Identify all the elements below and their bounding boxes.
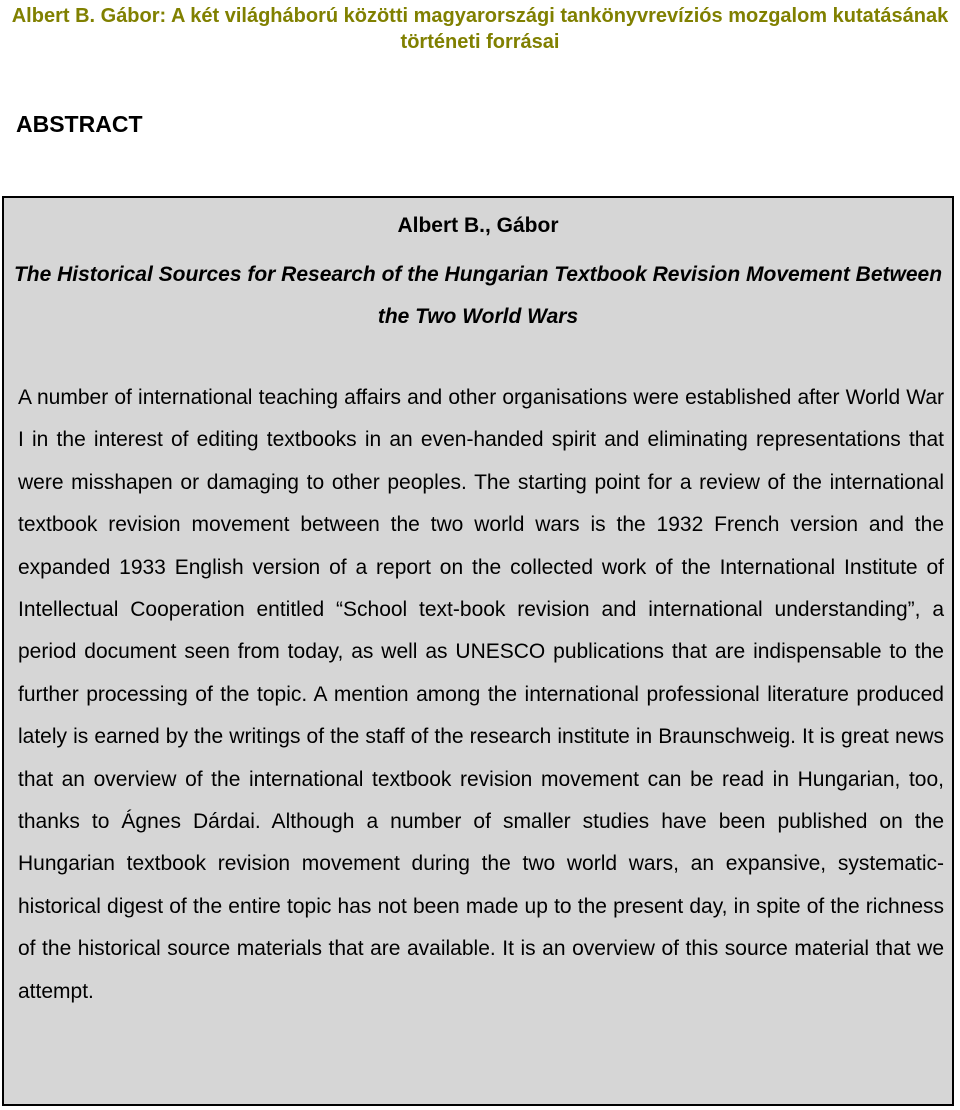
abstract-author: Albert B., Gábor	[397, 214, 559, 237]
abstract-title: The Historical Sources for Research of the Hungarian Textbook Revision Movement Between the Two World Wars	[13, 263, 943, 328]
abstract-box	[2, 196, 954, 1106]
abstract-body: A number of international teaching affairs and other organisations were established after World War I in the interest of editing textbooks in an even-handed spirit and eliminating representations that were misshapen or damaging to other peoples. The starting point for a review of the international textbook revision movement between the two world wars is the 1932 French version and the expanded 1933 English version of a report on the collected work of the International Institute of Intellectual Cooperation entitled “School text-book revision and international understanding”, a period document seen from today, as well as UNESCO publications that are indispensable to the further processing of the topic. A mention among the international professional literature produced lately is earned by the writings of the staff of the research institute in Braunschweig. It is great news that an overview of the international textbook revision movement can be read in Hungarian, too, thanks to Ágnes Dárdai. Although a number of smaller studies have been published on the Hungarian textbook revision movement during the two world wars, an expansive, systematic-historical digest of the entire topic has not been made up to the present day, in spite of the richness of the historical source materials that are available. It is an overview of this source material that we attempt.	[18, 386, 944, 1003]
abstract-heading: ABSTRACT	[16, 111, 143, 137]
running-header-title: Albert B. Gábor: A két világháború közötti magyarországi tankönyvrevíziós mozgalom kutatásának történeti forrásai	[11, 5, 949, 53]
